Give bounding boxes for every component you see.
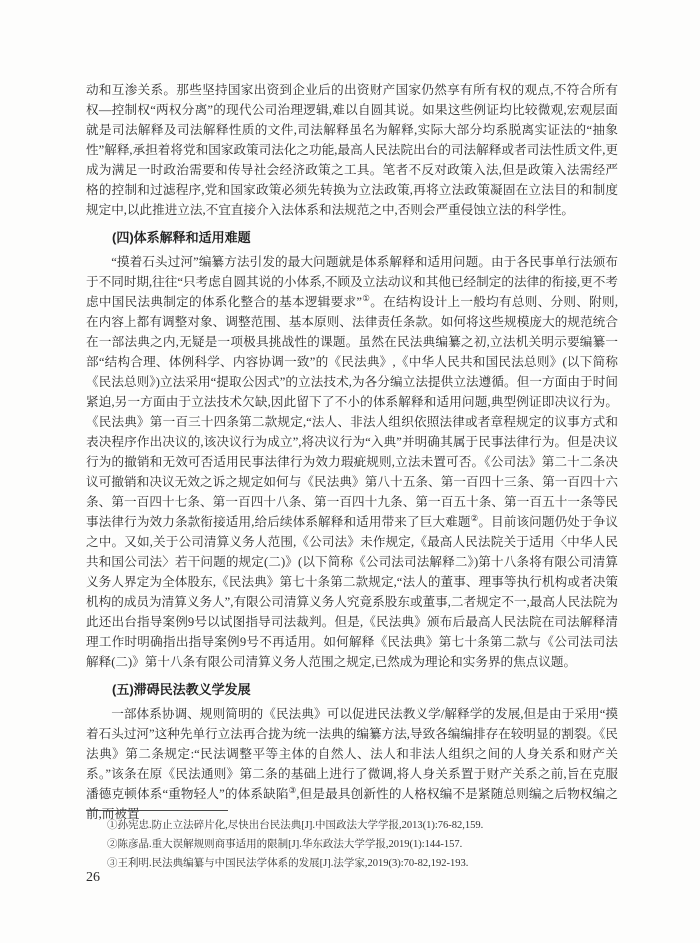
body-text: “摸着石头过河”编纂方法引发的最大问题就是体系解释和适用问题。由于各民事单行法颁布于不同时期,往往“只考虑自圆其说的小体系,不顾及立法动议和其他已经制定的法律的衔接,更不考虑中国民法典制定的体系化整合的基本逻辑要求” [86,255,618,309]
text-block [86,80,618,824]
body-text: 。目前该问题仍处于争议之中。又如,关于公司清算义务人范围,《公司法》未作规定,《最高人民法院关于适用〈中华人民共和国公司法〉若干问题的规定(二)》(以下简称《公司法司法解释二》)第十八条将有限公司清算义务人界定为全体股东,《民法典》第七十条第二款规定,“法人的董事、理事等执行机构或者决策机构的成员为清算义务人”,有限公司清算义务人究竟系股东或董事,二者规定不一,最高人民法院为此还出台指导案例9号以试图指导司法裁判。但是,《民法典》颁布后最高人民法院在司法解释清理工作时明确指出指导案例9号不再适用。如何解释《民法典》第七十条第二款与《公司法司法解释(二)》第十八条有限公司清算义务人范围之规定,已然成为理论和实务界的焦点议题。 [86,515,619,669]
body-text: 一部体系协调、规则简明的《民法典》可以促进民法教义学/解释学的发展,但是由于采用“摸着石头过河”这种先单行立法再合拢为统一法典的编纂方法,导致各编编排存在较明显的割裂。《民法典》第二条规定:“民法调整平等主体的自然人、法人和非法人组织之间的人身关系和财产关系。”该条在原《民法通则》第二条的基础上进行了微调,将人身关系置于财产关系之前,旨在克服潘德克顿体系“重物轻人”的体系缺陷 [86,707,618,801]
paragraph-section-4 [86,252,618,672]
footnote-block [86,810,618,873]
paragraph-continuation: 动和互渗关系。那些坚持国家出资到企业后的出资财产国家仍然享有所有权的观点,不符合所有权—控制权“两权分离”的现代公司治理逻辑,难以自圆其说。如果这些例证均比较微观,宏观层面就是司法解释及司法解释性质的文件,司法解释虽名为解释,实际大部分均系脱离实证法的“抽象性”解释,承担着将党和国家政策司法化之功能,最高人民法院出台的司法解释或者司法性质文件,更成为满足一时政治需要和传导社会经济政策之工具。笔者不反对政策入法,但是政策入法需经严格的控制和过滤程序,党和国家政策必须先转换为立法政策,再将立法政策凝固在立法目的和制度规定中,以此推进立法,不宜直接介入法体系和法规范之中,否则会严重侵蚀立法的科学性。 [86,83,618,217]
footnote-ref-2: ② [470,512,479,523]
footnote-ref-1: ① [362,292,371,303]
footnote-1: ①孙宪忠.防止立法碎片化,尽快出台民法典[J].中国政法大学学报,2013(1):76-82,159. [107,820,484,831]
footnote-2: ②陈彦晶.重大误解规则商事适用的限制[J].华东政法大学学报,2019(1):144-157. [107,839,463,850]
paragraph-section-5 [86,704,618,824]
footnote-ref-3: ③ [288,784,297,795]
body-text: ,但是最具创新性的人格权编不是紧随总则编之后物权编之前,而被置 [86,787,619,821]
footnote-divider [86,810,228,811]
footnote-3: ③王利明.民法典编纂与中国民法学体系的发展[J].法学家,2019(3):70-82,192-193. [107,858,469,869]
page-number: 26 [86,870,100,885]
body-text: 。在结构设计上一般均有总则、分则、附则,在内容上都有调整对象、调整范围、基本原则、法律责任条款。如何将这些规模庞大的规范统合在一部法典之内,无疑是一项极具挑战性的课题。虽然在民法典编纂之初,立法机关明示要编纂一部“结构合理、体例科学、内容协调一致”的《民法典》,《中华人民共和国民法总则》(以下简称《民法总则》)立法采用“提取公因式”的立法技术,为各分编立法提供立法遵循。但一方面由于时间紧迫,另一方面由于立法技术欠缺,因此留下了不小的体系解释和适用问题,典型例证即决议行为。《民法典》第一百三十四条第二款规定,“法人、非法人组织依照法律或者章程规定的议事方式和表决程序作出决议的,该决议行为成立”,将决议行为“入典”并明确其属于民事法律行为。但是决议行为的撤销和无效可否适用民事法律行为效力瑕疵规则,立法未置可否。《公司法》第二十二条决议可撤销和决议无效之诉之规定如何与《民法典》第八十五条、第一百四十三条、第一百四十六条、第一百四十七条、第一百四十八条、第一百四十九条、第一百五十条、第一百五十一条等民事法律行为效力条款衔接适用,给后续体系解释和适用带来了巨大难题 [86,295,618,529]
section-heading-5: (五)滞碍民法教义学发展 [112,682,251,697]
section-heading-4: (四)体系解释和适用难题 [112,230,251,245]
